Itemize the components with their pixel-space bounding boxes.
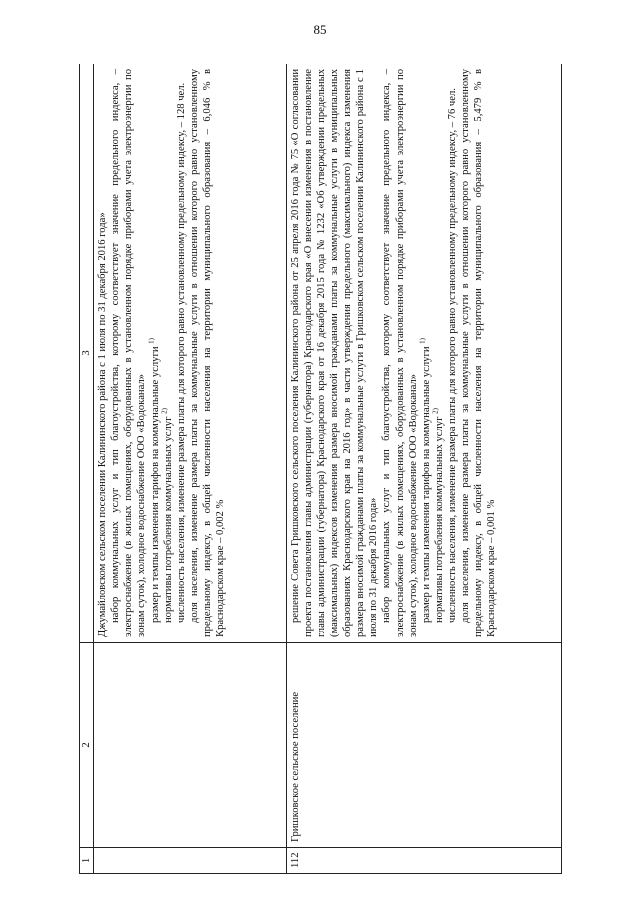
text-line [433,69,446,637]
text-line [149,69,162,637]
text-line: набор коммунальных услуг и тип благоустройства, которому соответствует значение предельного индекса, – электроснабжение (в жилых помещениях, оборудованных в установленном порядке приборами учета электроэнергии по зонам суток), холодное водоснабжение ООО «Водоканал» [381,69,419,637]
table-row [94,64,287,874]
table-header-row [80,64,94,874]
page-number: 85 [313,22,327,37]
text-line: доля населения, изменение размера платы за коммунальные услуги в отношении которого равно установленному предельному индексу, в общей численности населения на территории муниципального образования – 6,046 % в Краснодарском крае – 0,002 % [188,69,227,637]
header-col-1: 1 [80,848,94,874]
tariff-table [79,64,562,874]
text-line: доля населения, изменение размера платы за коммунальные услуги в отношении которого равно установленному предельному индексу, в общей численности населения на территории муниципального образования – 5,479 % в Краснодарском крае – 0,001 % [459,69,498,637]
row-description [94,64,287,643]
settlement-name: Гришковское сельское поселение [286,643,561,848]
text-line: Джумайловском сельском поселении Калининского района с 1 июля по 31 декабря 2016 года» [97,212,109,637]
text-line: решение Совета Гришковского сельского поселения Калининского района от 25 апреля 2016 года № 75 «О согласовании проекта постановления главы администрации (губернатора) Краснодарского края «О внесении изменения в постановление главы администрации (губернатора) Краснодарского края от 16 декабря 2015 года № 1232 «Об утверждении предельных (максимальных) индексов изменения размера вносимой гражданами платы за коммунальные услуги в муниципальных образованиях Краснодарского края на 2016 год» в части утверждения предельного (максимального) индекса изменения размера вносимой гражданами платы за коммунальные услуги в Гришковском сельском поселении Калининского района с 1 июля по 31 декабря 2016 года» [289,69,380,637]
footnote-mark: 2) [160,408,169,414]
row-number: 112 [286,848,561,874]
text-line-content: размер и темпы изменения тарифов на коммунальные услуги [420,346,432,623]
table-row [286,64,561,874]
header-col-2: 2 [80,643,94,848]
text-line: набор коммунальных услуг и тип благоустройства, которому соответствует значение предельного индекса, – электроснабжение (в жилых помещениях, оборудованных в установленном порядке приборами учета электроэнергии по зонам суток), холодное водоснабжение ООО «Водоканал» [110,69,148,637]
text-line: численность населения, изменение размера платы для которого равно установленному предельному индексу, – 76 чел. [446,88,458,623]
rotated-table-frame [79,64,562,874]
text-line-content: нормативы потребления коммунальных услуг [162,416,174,623]
footnote-mark: 2) [431,408,440,414]
text-line: численность населения, изменение размера платы для которого равно установленному предельному индексу, – 128 чел. [175,82,187,623]
row-description [286,64,561,643]
text-line [420,69,433,637]
footnote-mark: 1) [147,338,156,344]
footnote-mark: 1) [418,338,427,344]
text-line-content: нормативы потребления коммунальных услуг [433,416,445,623]
text-line [162,69,175,637]
settlement-name [94,643,287,848]
header-col-3: 3 [80,64,94,643]
row-number [94,848,287,874]
text-line-content: размер и темпы изменения тарифов на коммунальные услуги [149,346,161,623]
rotated-table [79,64,562,874]
